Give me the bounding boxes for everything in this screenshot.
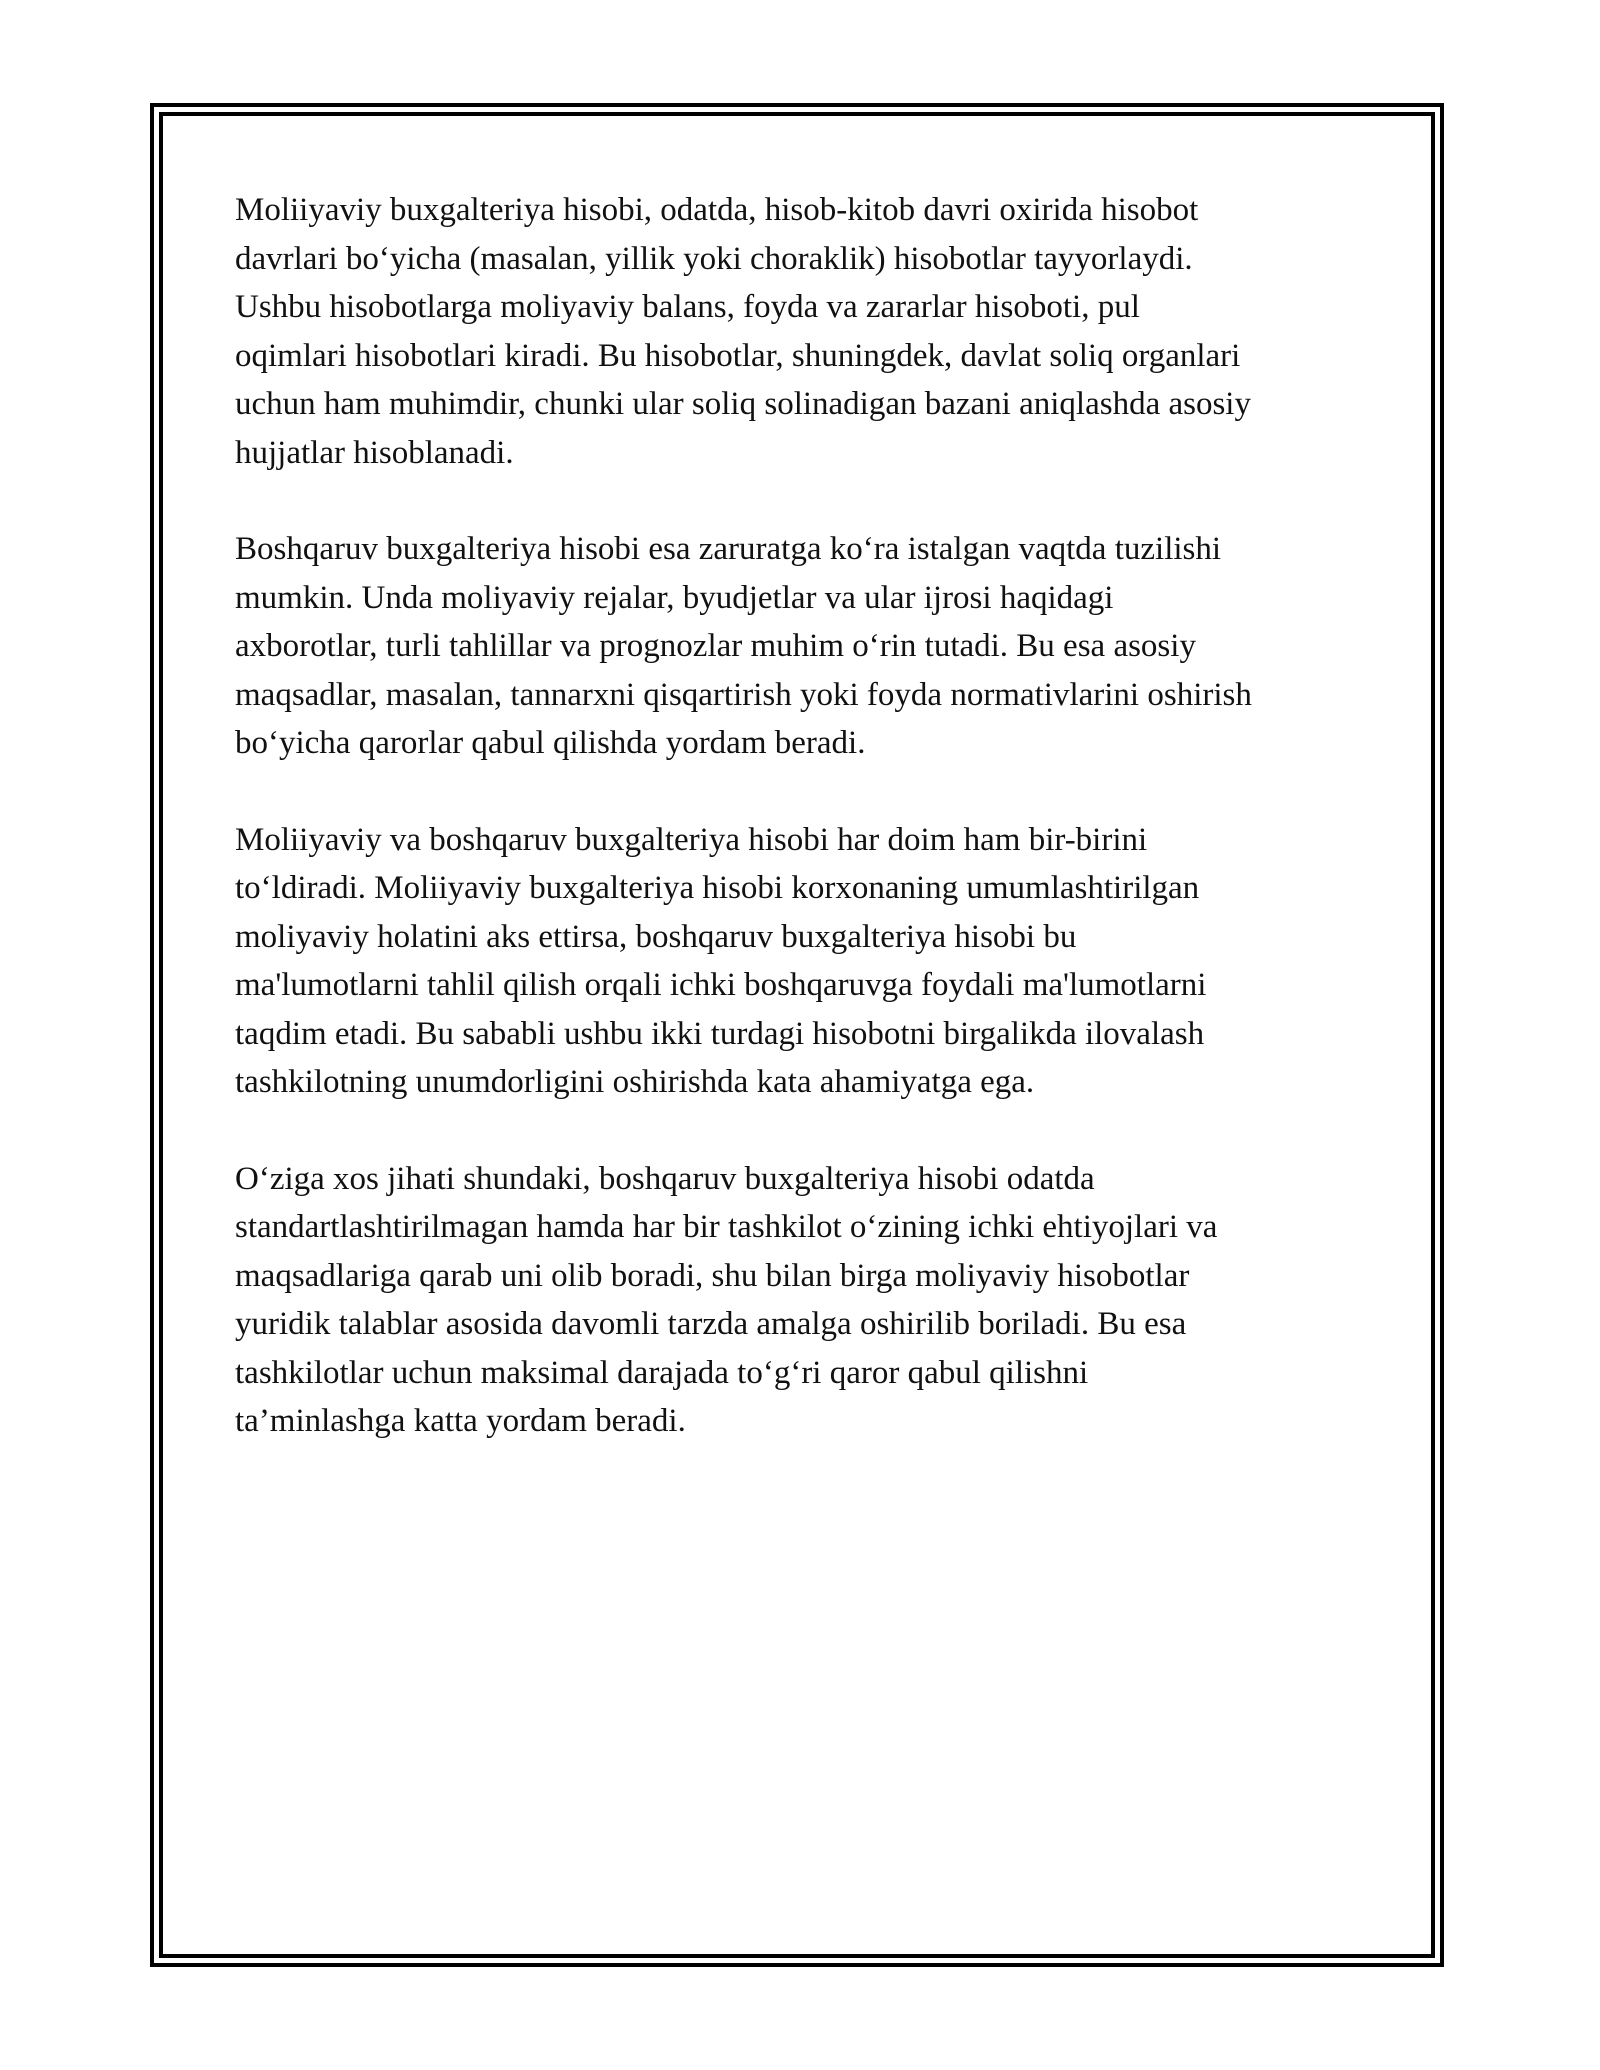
text-line: mumkin. Unda moliyaviy rejalar, byudjetlar va ular ijrosi haqidagi bbox=[235, 579, 1114, 616]
text-line: to‘ldiradi. Moliiyaviy buxgalteriya hisobi korxonaning umumlashtirilgan bbox=[235, 870, 1200, 906]
paragraph-4 bbox=[235, 1155, 1375, 1446]
text-line: axborotlar, turli tahlillar va prognozlar muhim o‘rin tutadi. Bu esa asosiy bbox=[235, 628, 1196, 664]
text-line: ta’minlashga katta yordam beradi. bbox=[235, 1403, 686, 1439]
text-line: Moliiyaviy buxgalteriya hisobi, odatda, hisob-kitob davri oxirida hisobot bbox=[235, 192, 1199, 228]
paragraph-2 bbox=[235, 525, 1375, 768]
text-line: taqdim etadi. Bu sababli ushbu ikki turdagi hisobotni birgalikda ilovalash bbox=[235, 1015, 1205, 1052]
text-line: maqsadlariga qarab uni olib boradi, shu bilan birga moliyaviy hisobotlar bbox=[235, 1257, 1190, 1294]
text-line: tashkilotning unumdorligini oshirishda kata ahamiyatga ega. bbox=[235, 1064, 1035, 1100]
text-line: uchun ham muhimdir, chunki ular soliq solinadigan bazani aniqlashda asosiy bbox=[235, 386, 1251, 422]
text-line: oqimlari hisobotlari kiradi. Bu hisobotlar, shuningdek, davlat soliq organlari bbox=[235, 337, 1241, 374]
text-line: yuridik talablar asosida davomli tarzda amalga oshirilib boriladi. Bu esa bbox=[235, 1306, 1187, 1342]
paragraph-1 bbox=[235, 186, 1375, 477]
paragraph-3 bbox=[235, 816, 1375, 1107]
text-line: Moliiyaviy va boshqaruv buxgalteriya hisobi har doim ham bir-birini bbox=[235, 821, 1148, 858]
text-line: hujjatlar hisoblanadi. bbox=[235, 434, 514, 471]
text-line: tashkilotlar uchun maksimal darajada to‘g‘ri qaror qabul qilishni bbox=[235, 1354, 1089, 1391]
text-line: moliyaviy holatini aks ettirsa, boshqaruv buxgalteriya hisobi bu bbox=[235, 918, 1077, 955]
text-line: maqsadlar, masalan, tannarxni qisqartirish yoki foyda normativlarini oshirish bbox=[235, 676, 1252, 713]
text-line: davrlari bo‘yicha (masalan, yillik yoki choraklik) hisobotlar tayyorlaydi. bbox=[235, 240, 1193, 277]
text-line: Ushbu hisobotlarga moliyaviy balans, foyda va zararlar hisoboti, pul bbox=[235, 289, 1140, 325]
text-line: ma'lumotlarni tahlil qilish orqali ichki boshqaruvga foydali ma'lumotlarni bbox=[235, 967, 1207, 1003]
document-body bbox=[235, 186, 1375, 1494]
text-line: standartlashtirilmagan hamda har bir tashkilot o‘zining ichki ehtiyojlari va bbox=[235, 1209, 1218, 1245]
text-line: O‘ziga xos jihati shundaki, boshqaruv buxgalteriya hisobi odatda bbox=[235, 1160, 1095, 1197]
text-line: Boshqaruv buxgalteriya hisobi esa zaruratga ko‘ra istalgan vaqtda tuzilishi bbox=[235, 531, 1222, 567]
text-line: bo‘yicha qarorlar qabul qilishda yordam beradi. bbox=[235, 725, 866, 761]
